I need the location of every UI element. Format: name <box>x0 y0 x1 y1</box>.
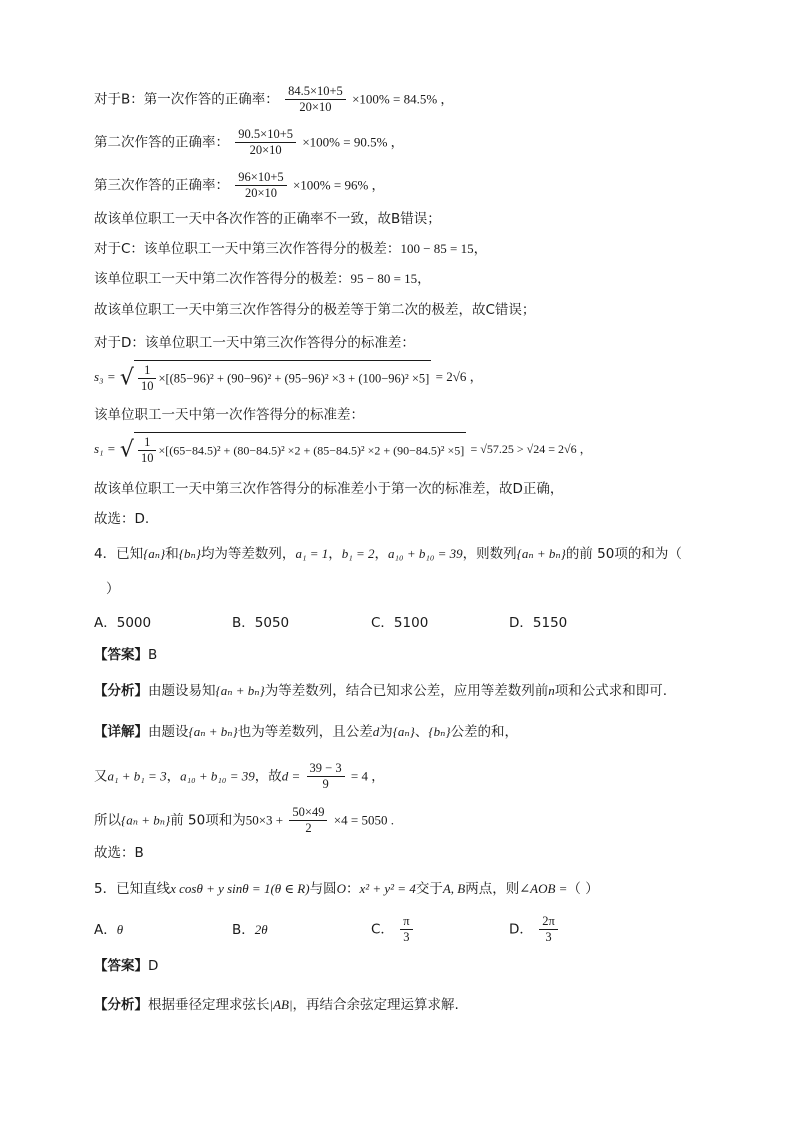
text: 4．已知 <box>94 546 144 562</box>
math: {bₙ} <box>178 546 201 561</box>
answer-tag: 【答案】 <box>94 958 148 974</box>
math: b₁ = 2 <box>341 546 375 561</box>
formula-s3 <box>94 360 483 394</box>
q4-detail-2 <box>94 761 384 792</box>
text: 前 50项和为 <box>170 812 246 829</box>
denominator: 20×10 <box>249 143 282 157</box>
text: ， <box>374 546 389 562</box>
numerator: 84.5×10+5 <box>285 84 346 100</box>
line-b-conclusion: 故该单位职工一天中各次作答的正确率不一致，故B错误； <box>94 211 441 227</box>
denominator: 20×10 <box>299 100 332 114</box>
math: O <box>336 881 346 896</box>
radicand <box>134 360 431 394</box>
denominator: 3 <box>403 930 410 944</box>
text: 又 <box>94 768 108 785</box>
math: ×100% = 84.5% ， <box>352 91 454 107</box>
question-4 <box>94 545 682 563</box>
math: {aₙ + bₙ} <box>516 546 566 561</box>
math-rhs: = √57.25 > √24 = 2√6 ， <box>470 442 592 456</box>
numerator: π <box>400 914 412 930</box>
text: ， <box>417 271 431 287</box>
denominator: 9 <box>322 777 329 791</box>
text: A． <box>94 922 117 938</box>
text: ， <box>473 241 488 257</box>
math: {aₙ + bₙ} <box>188 724 238 739</box>
q5-option-d <box>509 914 560 945</box>
text: 也为等差数列，且公差 <box>237 724 373 740</box>
math: {bₙ} <box>428 724 451 739</box>
text: C． <box>371 921 394 938</box>
math: 100 − 85 = 15 <box>400 241 474 256</box>
sqrt-sign-icon: √ <box>119 437 134 463</box>
q5-answer <box>94 957 158 975</box>
text: 对于B：第一次作答的正确率： <box>94 91 279 108</box>
text: 交于 <box>415 881 443 897</box>
math: ×100% = 96% ， <box>292 177 385 193</box>
math: d <box>372 724 380 739</box>
math: |AB| <box>269 997 293 1012</box>
line-c-range-third <box>94 240 487 258</box>
math: = 4 ， <box>350 768 385 784</box>
q5-option-c <box>371 914 415 945</box>
text: 项和公式求和即可. <box>554 683 668 699</box>
fraction <box>235 170 286 201</box>
text: 两点，则 <box>465 881 520 897</box>
line-third-accuracy <box>94 170 385 201</box>
math: ×4 = 5050 . <box>333 812 394 828</box>
fraction <box>138 363 157 394</box>
answer-tag: 【答案】 <box>94 647 148 663</box>
q4-option-a: A．5000 <box>94 615 152 631</box>
fraction <box>539 914 558 945</box>
math: θ <box>116 922 124 937</box>
denominator: 2 <box>305 821 312 835</box>
text: ，再结合余弦定理运算求解. <box>292 997 459 1013</box>
answer-value: B <box>148 647 158 663</box>
formula-s1 <box>94 432 592 466</box>
q4-option-d: D．5150 <box>509 615 568 631</box>
text: ， <box>328 546 342 562</box>
math: {aₙ + bₙ} <box>121 812 171 828</box>
text: 为等差数列，结合已知求公差，应用等差数列前 <box>264 683 549 699</box>
text: 所以 <box>94 812 121 829</box>
text: ，则数列 <box>462 546 517 562</box>
text: 的前 50项的和为（ <box>565 546 682 562</box>
math: A, B <box>442 881 466 896</box>
math: a₁₀ + b₁₀ = 39 <box>388 546 463 561</box>
math-lhs: s₁ = <box>94 441 116 456</box>
numerator: 2π <box>539 914 558 930</box>
line-b-first-accuracy <box>94 84 453 115</box>
line-c-range-second <box>94 270 431 288</box>
q4-analysis <box>94 682 667 700</box>
denominator: 10 <box>140 451 154 465</box>
text: 和 <box>165 546 179 562</box>
q5-option-a <box>94 921 123 939</box>
math: 2θ <box>254 922 268 937</box>
radicand <box>134 432 466 466</box>
q4-answer <box>94 646 157 664</box>
numerator: 39 − 3 <box>307 761 345 777</box>
numerator: 90.5×10+5 <box>235 127 296 143</box>
math: d = <box>281 768 301 784</box>
analysis-tag: 【分析】 <box>94 683 148 699</box>
math: {aₙ + bₙ} <box>215 683 265 698</box>
text: （ ） <box>567 881 599 897</box>
analysis-tag: 【分析】 <box>94 997 148 1013</box>
fraction <box>235 127 296 158</box>
fraction <box>307 761 345 792</box>
text: 对于C：该单位职工一天中第三次作答得分的极差： <box>94 241 401 257</box>
math: 95 − 80 = 15 <box>350 271 418 286</box>
text: 由题设 <box>148 724 189 740</box>
math-rhs: = 2√6 ， <box>435 369 483 384</box>
text: 第三次作答的正确率： <box>94 177 229 194</box>
text: 为 <box>379 724 393 740</box>
q5-option-b <box>232 921 268 939</box>
math: a₁₀ + b₁₀ = 39 <box>180 768 255 784</box>
q4-select: 故选：B <box>94 845 144 861</box>
math-body: ×[(85−96)² + (90−96)² + (95−96)² ×3 + (100−96)² ×5] <box>158 371 430 386</box>
numerator: 50×49 <box>289 805 327 821</box>
text: B． <box>232 922 255 938</box>
q4-detail-1 <box>94 723 518 741</box>
text: 与圆 <box>309 881 337 897</box>
fraction <box>138 435 157 466</box>
math-body: ×[(65−84.5)² + (80−84.5)² ×2 + (85−84.5)² ×2 + (90−84.5)² ×5] <box>158 443 465 458</box>
fraction <box>289 805 327 836</box>
math-lhs: s₃ = <box>94 369 116 384</box>
denominator: 3 <box>545 930 552 944</box>
math: a₁ = 1 <box>295 546 329 561</box>
q4-option-c: C．5100 <box>371 615 429 631</box>
numerator: 96×10+5 <box>235 170 286 186</box>
math: ∠AOB = <box>519 881 568 896</box>
text: 均为等差数列， <box>200 546 296 562</box>
denominator: 10 <box>140 379 154 393</box>
denominator: 20×10 <box>244 186 277 200</box>
text: 公差的和， <box>450 724 519 740</box>
text: 5．已知直线 <box>94 881 171 897</box>
numerator: 1 <box>138 363 157 379</box>
sqrt <box>120 360 431 394</box>
math: {aₙ} <box>143 546 166 561</box>
math: a₁ + b₁ = 3 <box>107 768 167 784</box>
text: 、 <box>414 724 429 740</box>
line-select-d: 故选：D. <box>94 511 150 527</box>
text: ： <box>345 881 360 897</box>
text: 该单位职工一天中第二次作答得分的极差： <box>94 271 351 287</box>
q5-analysis <box>94 996 459 1014</box>
text: 第二次作答的正确率： <box>94 134 229 151</box>
answer-value: D <box>148 958 159 974</box>
math: 50×3 + <box>245 812 284 828</box>
text: D． <box>509 921 533 938</box>
line-d-std-third: 对于D：该单位职工一天中第三次作答得分的标准差： <box>94 335 415 351</box>
text: ， <box>166 768 181 785</box>
line-d-conclusion: 故该单位职工一天中第三次作答得分的标准差小于第一次的标准差，故D正确， <box>94 481 564 497</box>
text: 由题设易知 <box>148 683 216 699</box>
q4-option-b: B．5050 <box>232 615 290 631</box>
math: x cosθ + y sinθ = 1(θ ∈ R) <box>170 881 310 896</box>
math: {aₙ} <box>392 724 415 739</box>
fraction <box>400 914 412 945</box>
detail-tag: 【详解】 <box>94 724 148 740</box>
question-5 <box>94 880 599 898</box>
math: ×100% = 90.5% ， <box>302 134 404 150</box>
sqrt <box>120 432 466 466</box>
text: 根据垂径定理求弦长 <box>148 997 270 1013</box>
math: n <box>548 683 555 698</box>
numerator: 1 <box>138 435 157 451</box>
math: x² + y² = 4 <box>359 881 416 896</box>
line-second-accuracy <box>94 127 404 158</box>
question-4-close-paren: ） <box>106 581 120 597</box>
line-c-conclusion: 故该单位职工一天中第三次作答得分的极差等于第二次的极差，故C错误； <box>94 302 536 318</box>
sqrt-sign-icon: √ <box>119 365 134 391</box>
q4-detail-3 <box>94 805 394 836</box>
line-d-std-first: 该单位职工一天中第一次作答得分的标准差： <box>94 407 364 423</box>
fraction <box>285 84 346 115</box>
text: ，故 <box>254 768 282 785</box>
